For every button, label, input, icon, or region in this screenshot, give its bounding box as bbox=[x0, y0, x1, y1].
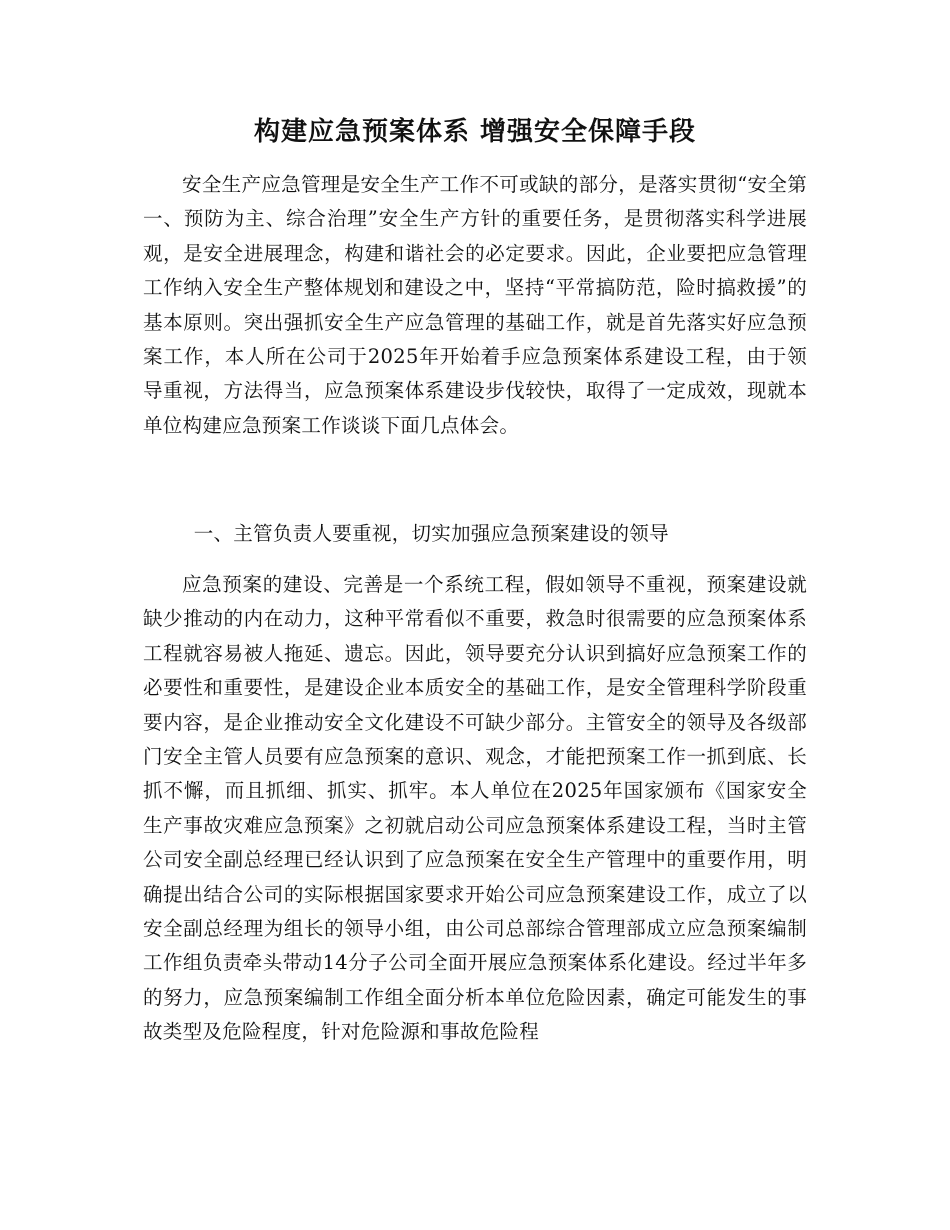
section-1-paragraph: 应急预案的建设、完善是一个系统工程，假如领导不重视，预案建设就缺少推动的内在动力，这种平常看似不重要，救急时很需要的应急预案体系工程就容易被人拖延、遗忘。因此，领导要充分认识到搞好应急预案工作的必要性和重要性，是建设企业本质安全的基础工作，是安全管理科学阶段重要内容，是企业推动安全文化建设不可缺少部分。主管安全的领导及各级部门安全主管人员要有应急预案的意识、观念，才能把预案工作一抓到底、长抓不懈，而且抓细、抓实、抓牢。本人单位在2025年国家颁布《国家安全生产事故灾难应急预案》之初就启动公司应急预案体系建设工程，当时主管公司安全副总经理已经认识到了应急预案在安全生产管理中的重要作用，明确提出结合公司的实际根据国家要求开始公司应急预案建设工作，成立了以安全副总经理为组长的领导小组，由公司总部综合管理部成立应急预案编制工作组负责牵头带动14分子公司全面开展应急预案体系化建设。经过半年多的努力，应急预案编制工作组全面分析本单位危险因素，确定可能发生的事故类型及危险程度，针对危险源和事故危险程 bbox=[143, 573, 807, 1044]
page-title: 构建应急预案体系 增强安全保障手段 bbox=[253, 117, 697, 147]
intro-paragraph: 安全生产应急管理是安全生产工作不可或缺的部分，是落实贯彻“安全第一、预防为主、综合治理”安全生产方针的重要任务，是贯彻落实科学进展观，是安全进展理念，构建和谐社会的必定要求。因此，企业要把应急管理工作纳入安全生产整体规划和建设之中，坚持“平常搞防范，险时搞救援”的基本原则。突出强抓安全生产应急管理的基础工作，就是首先落实好应急预案工作，本人所在公司于2025年开始着手应急预案体系建设工程，由于领导重视，方法得当，应急预案体系建设步伐较快，取得了一定成效，现就本单位构建应急预案工作谈谈下面几点体会。 bbox=[143, 173, 807, 437]
section-heading-1: 一、主管负责人要重视，切实加强应急预案建设的领导 bbox=[193, 522, 669, 545]
